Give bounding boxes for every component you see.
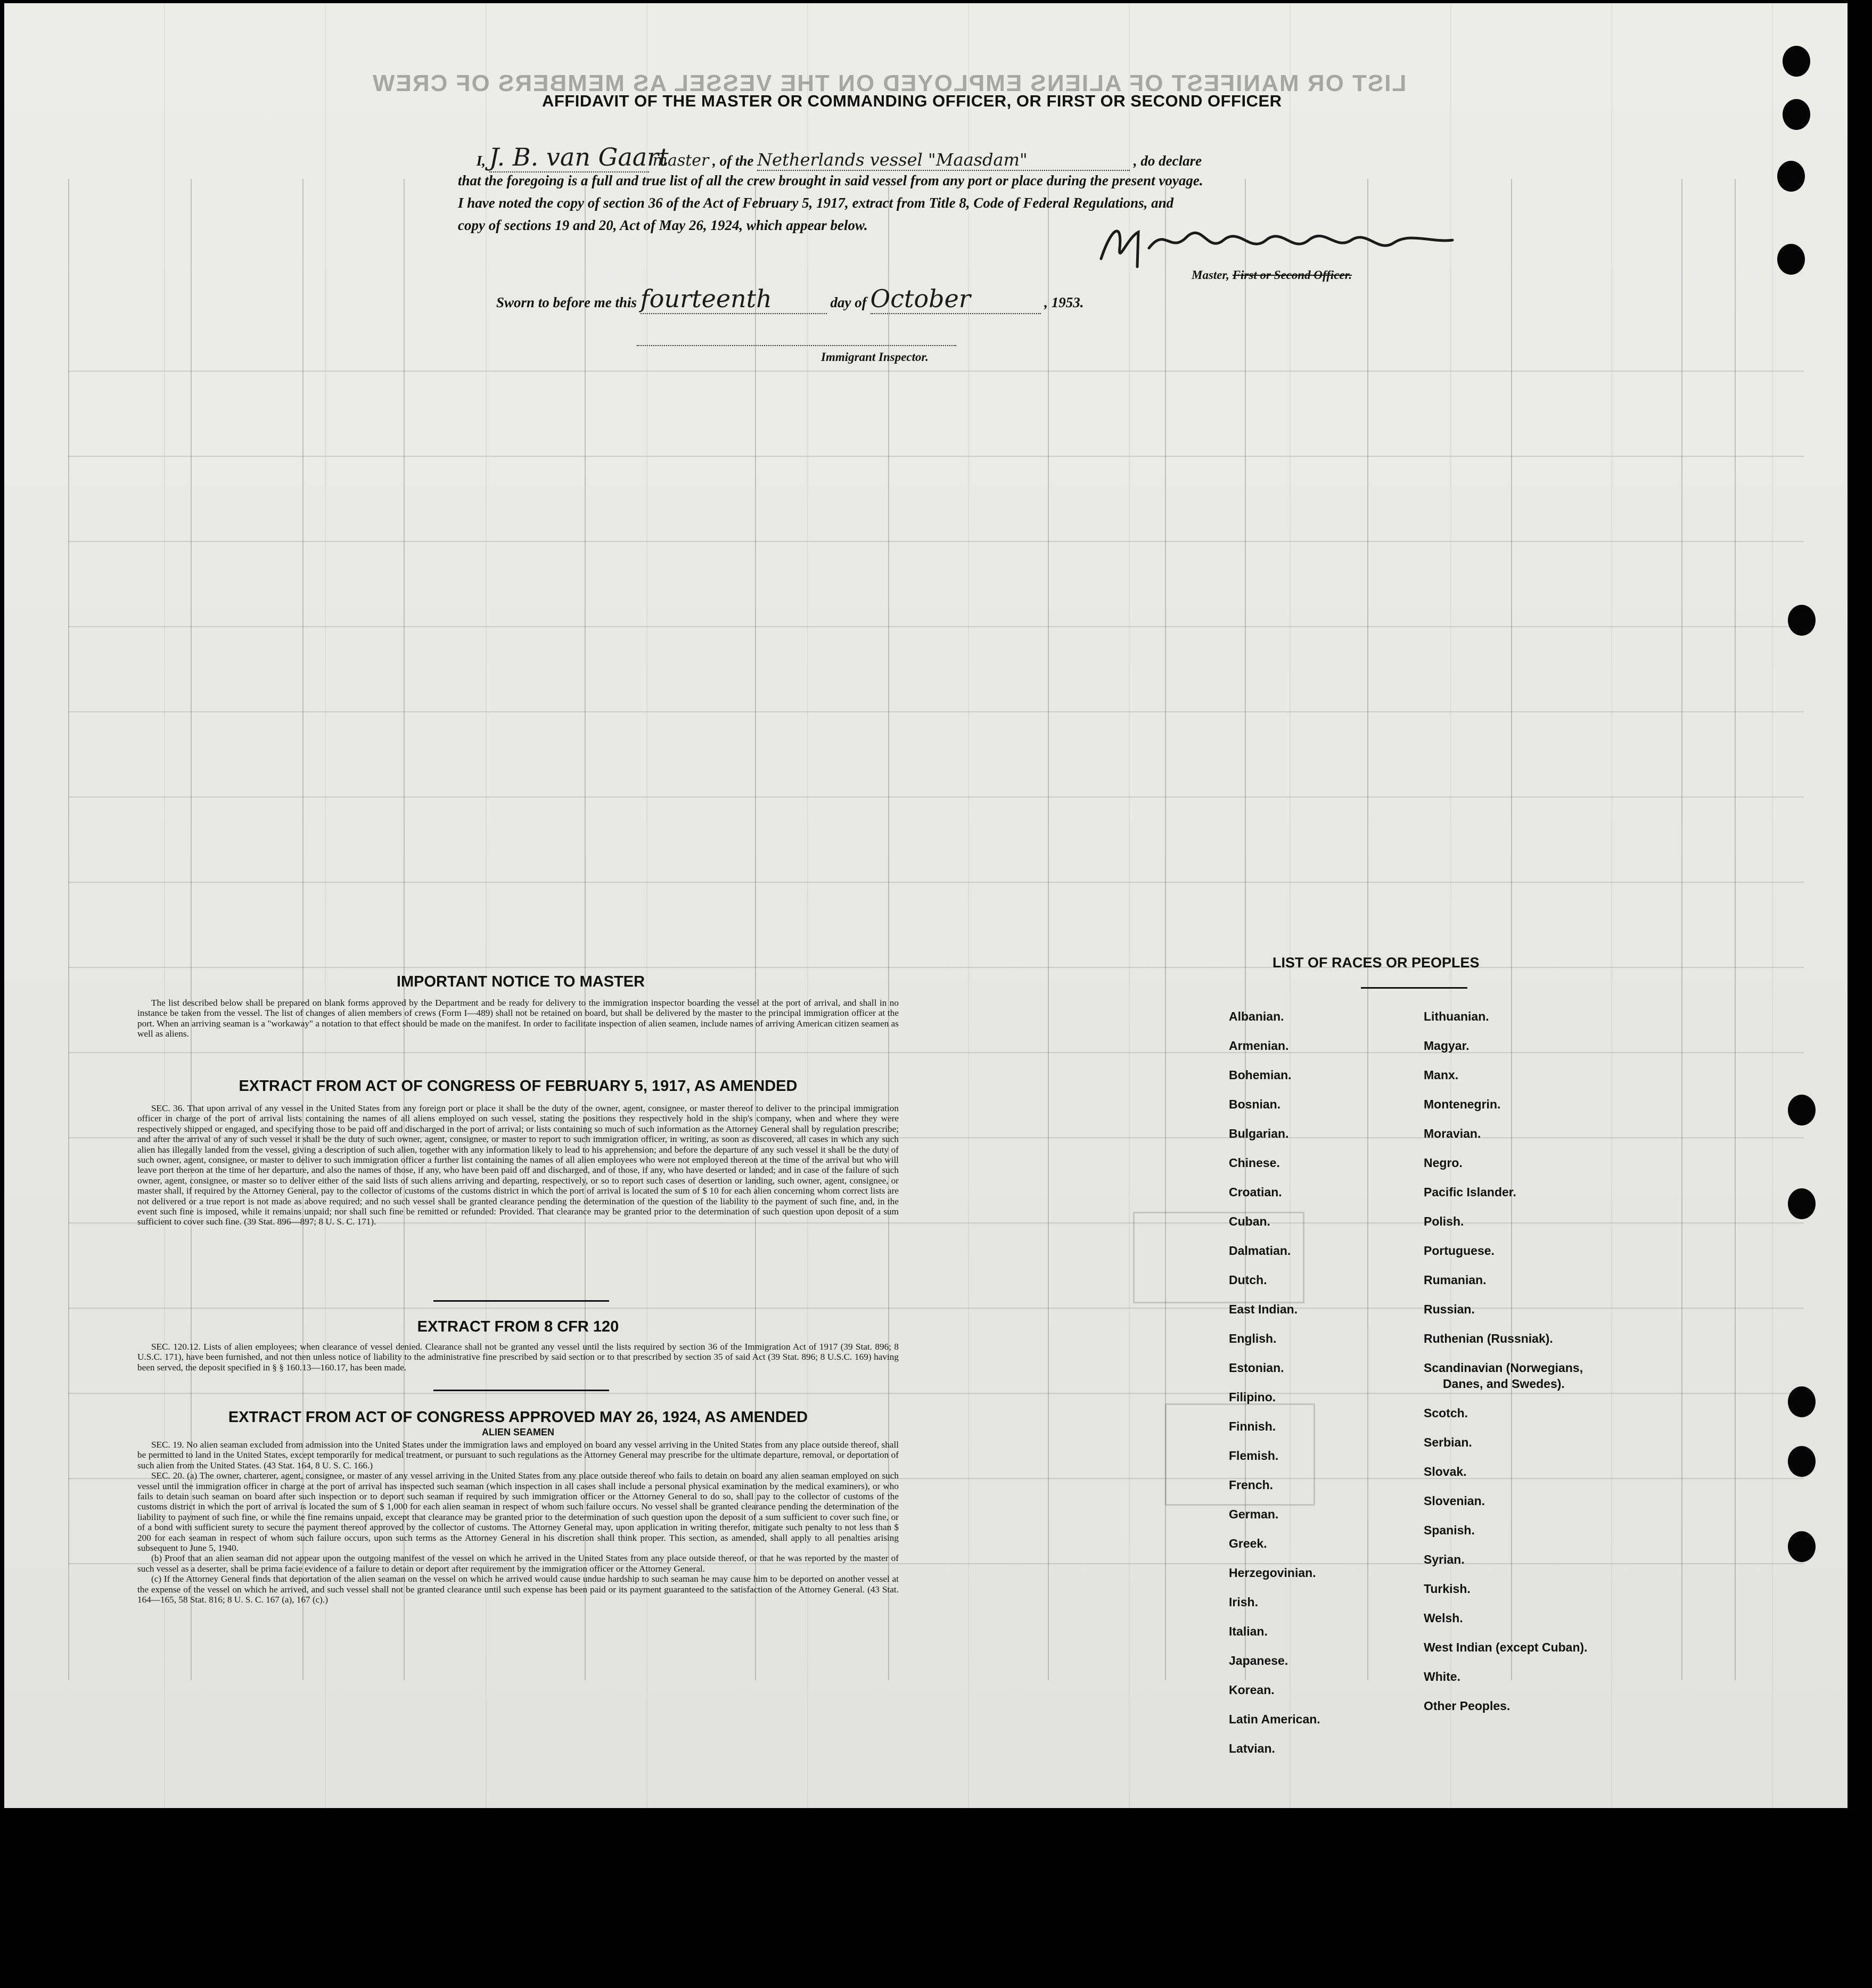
race-item: Slovenian. [1424, 1494, 1485, 1508]
race-item: Latvian. [1229, 1741, 1275, 1755]
race-item: Finnish. [1229, 1419, 1276, 1433]
bleed-through-heading: LIST OR MANIFEST OF ALIENS EMPLOYED ON THE VESSEL AS MEMBERS OF CREW [372, 70, 1407, 96]
race-item: Polish. [1424, 1214, 1464, 1228]
race-item: Pacific Islander. [1424, 1185, 1516, 1199]
day-of-text: day of [830, 294, 867, 310]
race-item: Moravian. [1424, 1127, 1481, 1140]
sec-120-12-paragraph: SEC. 120.12. Lists of alien employees; when clearance of vessel denied. Clearance shall not be granted any vessel until the lists required by section 36 of the Immigration Act of 1917 (39 Stat. 896; 8 U.S.C. 171), have been furnished, and not then unless notice of liability to the administrative fine prescribed by said section or to that prescribed by section 35 of said Act (39 Stat. 896; 8 U.S.C. 169) having been served, the deposit specified in § § 160.13—160.17, has been made. [137, 1342, 899, 1373]
race-item: Flemish. [1229, 1449, 1279, 1463]
race-item: White. [1424, 1670, 1460, 1683]
sec-36-paragraph: SEC. 36. That upon arrival of any vessel in the United States from any foreign port or place it shall be the duty of the owner, agent, consignee, or master thereof to deliver to the principal immigration officer in charge of the port of arrival lists containing the names of all aliens employed on such vessel, stating the positions they respectively hold in the ship's company, when and where they were respectively shipped or engaged, and specifying those to be paid off and discharged in the port of arrival; or lists containing so much of such information as the Attorney General shall by regulation prescribe; and after the arrival of any of such vessel it shall be the duty of such owner, agent, consignee, or master to report to such immigration officer, in writing, as soon as discovered, all cases in which any such alien has illegally landed from the vessel, giving a description of such alien, together with any information likely to lead to his apprehension; and before the departure of any such vessel it shall be the duty of such owner, agent, consignee, or master to deliver to such immigration officer a further list containing the names of all alien employees who were not employed thereon at the time of the arrival but who will leave port thereon at the time of her departure, and also the names of those, if any, who have been paid off and discharged, and of those, if any, who have deserted or landed; and in case of the failure of such owner, agent, consignee, or master so to deliver either of the said lists of such aliens arriving and departing, respectively, or so to report such cases of desertion or landing, such owner, agent, consignee, or master shall, if required by the Attorney General, pay to the collector of customs of the customs district in which the port of arrival is located the sum of $ 10 for each alien concerning whom correct lists are not delivered or a true report is not made as above required; and no such vessel shall be granted clearance pending the determination of the question of the liability to the payment of such fine, and, in the event such fine is imposed, while it remains unpaid; nor shall such fine be remitted or refunded: Provided. That clearance may be granted prior to the determination of such question upon deposit of a sum sufficient to cover such fine. (39 Stat. 896—897; 8 U. S. C. 171). [137, 1103, 899, 1227]
alien-seamen-subtitle: ALIEN SEAMEN [481, 1427, 554, 1437]
race-item: Welsh. [1424, 1611, 1463, 1625]
extract-cfr-title: EXTRACT FROM 8 CFR 120 [417, 1318, 619, 1335]
race-item: Korean. [1229, 1683, 1275, 1697]
day-handwritten: fourteenth [641, 284, 827, 314]
affidavit-line-2: that the foregoing is a full and true list of all the crew brought in said vessel from any port or place during the present voyage. [458, 172, 1203, 188]
race-item: East Indian. [1229, 1302, 1298, 1316]
race-item: English. [1229, 1332, 1277, 1345]
year-text: , 1953. [1044, 294, 1084, 310]
race-item: Negro. [1424, 1156, 1463, 1170]
sec-20a-paragraph: SEC. 20. (a) The owner, charterer, agent, consignee, or master of any vessel arriving in the United States from any place outside thereof who fails to detain on board any alien seaman employed on such vessel until the immigration officer in charge at the port of arrival has inspected such seaman (which inspection in all cases shall include a personal physical examination by the medical examiners), or who fails to detain such seaman on board after such inspection or to deport such seaman if required by such immigration officer or the Attorney General to do so, shall pay to the collector of customs of the customs district in which the port of arrival is located the sum of $ 1,000 for each alien seaman in respect of whom such failure occurs. No vessel shall be granted clearance pending the determination of the liability to payment of such fine, or while the fine remains unpaid, except that clearance may be granted prior to the determination of such question upon the deposit of a sum sufficient to cover such fine, or of a bond with sufficient surety to secure the payment thereof approved by the collector of customs. The Attorney General may, upon application in writing therefor, mitigate such penalty to not less than $ 200 for each seaman in respect of whom such failure occurs, upon such terms as the Attorney General in his discretion shall think proper. This section, as amended, shall apply to all penalties arising subsequent to June 5, 1940. [137, 1471, 899, 1554]
race-item: Turkish. [1424, 1582, 1471, 1596]
extract-cfr-text [137, 1342, 899, 1373]
race-item: Lithuanian. [1424, 1009, 1489, 1023]
race-item: Albanian. [1229, 1009, 1284, 1023]
extract-1917-text [137, 1103, 899, 1227]
race-item: Cuban. [1229, 1214, 1270, 1228]
race-item: Scandinavian (Norwegians, [1424, 1361, 1583, 1375]
race-item: Russian. [1424, 1302, 1475, 1316]
section-divider [433, 1390, 609, 1391]
race-item: Filipino. [1229, 1390, 1276, 1404]
race-item: Montenegrin. [1424, 1097, 1501, 1111]
affidavit-title: AFFIDAVIT OF THE MASTER OR COMMANDING OFFICER, OR FIRST OR SECOND OFFICER [542, 92, 1282, 110]
vessel-name-handwritten: Netherlands vessel "Maasdam" [757, 150, 1130, 171]
notice-paragraph: The list described below shall be prepared on blank forms approved by the Department and be ready for delivery to the immigration inspector boarding the vessel at the port of arrival, and shall in no instance be taken from the vessel. The list of changes of alien members of crews (Form I—489) shall not be retained on board, but shall be delivered by the master to the principal immigration officer at the port. When an arriving seaman is a "workaway" a notation to that effect should be made on the manifest. In order to facilitate inspection of alien seamen, include names of arriving American citizen seamen as well as aliens. [137, 998, 899, 1039]
affidavit-declaration-line [458, 143, 1202, 172]
race-item: West Indian (except Cuban). [1424, 1640, 1588, 1654]
do-declare-text: , do declare [1133, 153, 1202, 169]
notice-title: IMPORTANT NOTICE TO MASTER [396, 973, 645, 990]
race-item: Italian. [1229, 1624, 1268, 1638]
race-item: Scotch. [1424, 1406, 1468, 1420]
race-item: Dalmatian. [1229, 1244, 1291, 1258]
race-item: Japanese. [1229, 1654, 1288, 1667]
master-signature [1090, 216, 1463, 275]
race-item: Herzegovinian. [1229, 1566, 1316, 1580]
extract-1917-title: EXTRACT FROM ACT OF CONGRESS OF FEBRUARY 5, 1917, AS AMENDED [239, 1078, 798, 1095]
race-item: Latin American. [1229, 1712, 1320, 1726]
affidavit-intro-text: I, [476, 153, 486, 169]
race-item: Serbian. [1424, 1435, 1472, 1449]
affidavit-line-3: I have noted the copy of section 36 of the Act of February 5, 1917, extract from Title 8, Code of Federal Regulations, and [458, 195, 1174, 211]
race-item: Chinese. [1229, 1156, 1280, 1170]
race-item: Irish. [1229, 1595, 1258, 1609]
sec-20b-paragraph: (b) Proof that an alien seaman did not appear upon the outgoing manifest of the vessel on which he arrived in the United States from any place outside thereof, or that he was reported by the master of such vessel as a deserter, shall be prima facie evidence of a failure to detain or deport after requirement by the immigration officer or the Attorney General. [137, 1553, 899, 1574]
master-text: Master, [1192, 268, 1229, 282]
race-item: Bohemian. [1229, 1068, 1292, 1082]
race-item: Armenian. [1229, 1039, 1289, 1053]
master-name-handwritten: J. B. van Gaart [489, 143, 669, 171]
sworn-text: Sworn to before me this [496, 294, 637, 310]
race-item: Dutch. [1229, 1273, 1267, 1287]
race-item: German. [1229, 1507, 1279, 1521]
notice-text [137, 998, 899, 1039]
month-handwritten: October [871, 284, 1041, 314]
extract-1924-title: EXTRACT FROM ACT OF CONGRESS APPROVED MAY 26, 1924, AS AMENDED [228, 1409, 808, 1426]
inspector-signature-line [637, 345, 956, 346]
race-item: Ruthenian (Russniak). [1424, 1332, 1553, 1345]
race-item: Estonian. [1229, 1361, 1284, 1375]
race-item: Danes, and Swedes). [1443, 1377, 1565, 1391]
sworn-line [496, 284, 1084, 314]
race-item: Manx. [1424, 1068, 1459, 1082]
of-the-text: , of the [712, 153, 754, 169]
sec-20c-paragraph: (c) If the Attorney General finds that deportation of the alien seaman on the vessel on which he arrived would cause undue hardship to such seaman he may cause him to be deported on another vessel at the expense of the vessel on which he arrived, and such vessel shall not be granted clearance until such expense has been paid or its payment guaranteed to the satisfaction of the Attorney General. (43 Stat. 164—165, 58 Stat. 816; 8 U. S. C. 167 (a), 167 (c).) [137, 1574, 899, 1605]
races-title: LIST OF RACES OR PEOPLES [1272, 955, 1480, 971]
race-item: Bulgarian. [1229, 1127, 1289, 1140]
sec-19-paragraph: SEC. 19. No alien seaman excluded from admission into the United States under the immigration laws and employed on board any vessel arriving in the United States from any place outside thereof, shall be permitted to land in the United States, except temporarily for medical treatment, or pursuant to such regulations as the Attorney General may prescribe for the ultimate departure, removal, or deportation of such alien from the United States. (43 Stat. 164, 8 U. S. C. 166.) [137, 1440, 899, 1471]
race-item: Magyar. [1424, 1039, 1469, 1053]
struck-officer-text: First or Second Officer. [1232, 268, 1352, 282]
extract-1924-text [137, 1440, 899, 1605]
race-item: Bosnian. [1229, 1097, 1281, 1111]
manifest-sheet [4, 3, 1848, 1808]
affidavit-line-4: copy of sections 19 and 20, Act of May 26, 1924, which appear below. [458, 217, 868, 233]
race-item: Syrian. [1424, 1552, 1465, 1566]
race-item: Rumanian. [1424, 1273, 1487, 1287]
race-item: Slovak. [1424, 1465, 1467, 1478]
race-item: Croatian. [1229, 1185, 1282, 1199]
race-item: Greek. [1229, 1537, 1267, 1550]
race-item: Portuguese. [1424, 1244, 1495, 1258]
rank-handwritten: master [652, 151, 709, 170]
master-officer-label [1192, 268, 1352, 282]
inspector-label: Immigrant Inspector. [821, 350, 929, 364]
race-item: Spanish. [1424, 1523, 1475, 1537]
race-item: Other Peoples. [1424, 1699, 1510, 1713]
race-item: French. [1229, 1478, 1274, 1492]
section-divider [433, 1300, 609, 1302]
races-title-rule [1361, 987, 1467, 989]
